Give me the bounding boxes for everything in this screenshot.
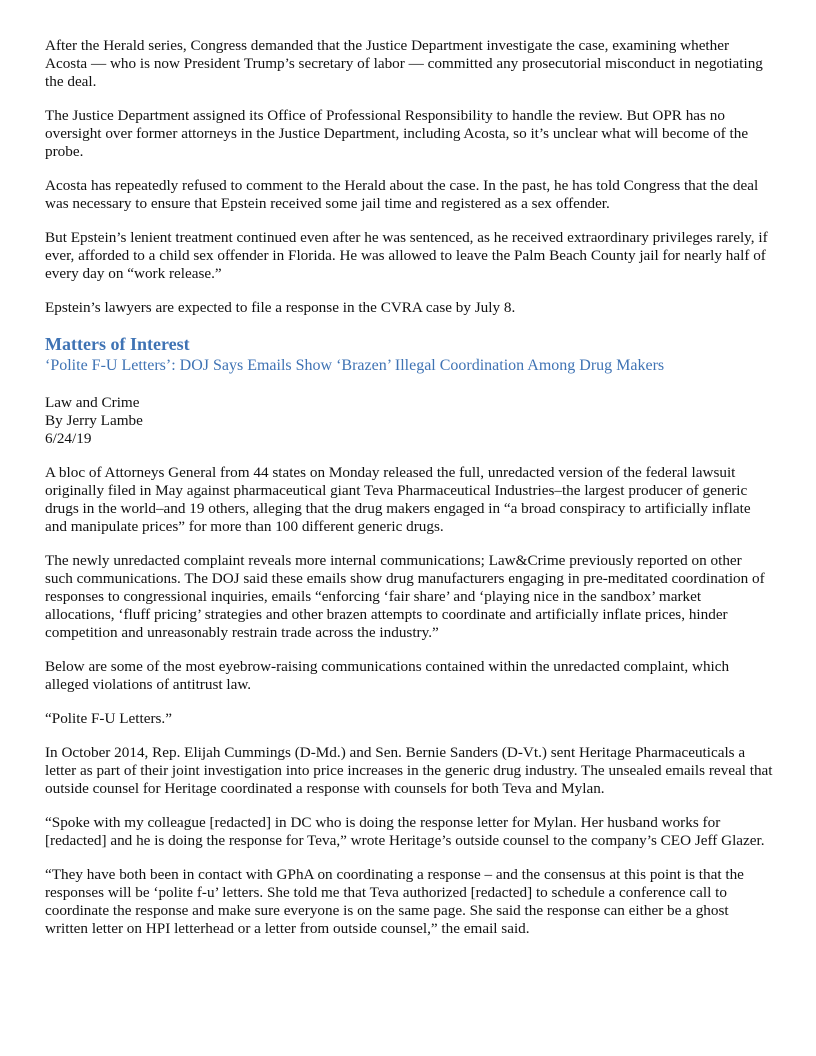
publish-date: 6/24/19: [45, 430, 92, 447]
paragraph-congressional-letter: In October 2014, Rep. Elijah Cummings (D-Md.) and Sen. Bernie Sanders (D-Vt.) sent Heritage Pharmaceuticals a letter as part of their joint investigation into price increases in the generic drug industry. The unsealed emails reveal that outside counsel for Heritage coordinated a response with counsels for both Teva and Mylan.: [45, 744, 773, 797]
paragraph-opr-review: The Justice Department assigned its Office of Professional Responsibility to handle the review. But OPR has no oversight over former attorneys in the Justice Department, including Acosta, so it’s unclear what will become of the probe.: [45, 107, 749, 160]
paragraph-acosta-comment: Acosta has repeatedly refused to comment to the Herald about the case. In the past, he has told Congress that the deal was necessary to ensure that Epstein received some jail time and registered as a sex offender.: [45, 177, 759, 212]
paragraph-attorneys-general: A bloc of Attorneys General from 44 states on Monday released the full, unredacted version of the federal lawsuit originally filed in May against pharmaceutical giant Teva Pharmaceutical Industries–the largest producer of generic drugs in the world–and 19 others, alleging that the drug makers engaged in “a broad conspiracy to artificially inflate and manipulate prices” for more than 100 different generic drugs.: [45, 464, 751, 535]
paragraph-unredacted-complaint: The newly unredacted complaint reveals more internal communications; Law&Crime previously reported on other such communications. The DOJ said these emails show drug manufacturers engaging in pre-meditated coordination of responses to congressional inquiries, emails “enforcing ‘fair share’ and ‘playing nice in the sandbox’ market allocations, ‘fluff pricing’ strategies and other brazen attempts to coordinate and artificially inflate prices, hinder competition and unreasonably restrain trade across the industry.”: [45, 552, 765, 641]
paragraph-communications-intro: Below are some of the most eyebrow-raising communications contained within the unredacted complaint, which alleged violations of antitrust law.: [45, 658, 730, 693]
section-heading: Matters of Interest: [45, 334, 190, 354]
paragraph-cvra-response: Epstein’s lawyers are expected to file a response in the CVRA case by July 8.: [45, 299, 516, 316]
byline: [45, 394, 773, 448]
paragraph-congress-demand: After the Herald series, Congress demanded that the Justice Department investigate the case, examining whether Acosta — who is now President Trump’s secretary of labor — committed any prosecutorial misconduct in negotiating the deal.: [45, 37, 763, 90]
paragraph-colleague-email: “Spoke with my colleague [redacted] in DC who is doing the response letter for Mylan. Her husband works for [redacted] and he is doing the response for Teva,” wrote Heritage’s outside counsel to the company’s CEO Jeff Glazer.: [45, 814, 765, 849]
source-name: Law and Crime: [45, 394, 140, 411]
paragraph-polite-letters-label: “Polite F-U Letters.”: [45, 710, 172, 727]
document-body: [45, 37, 773, 954]
paragraph-lenient-treatment: But Epstein’s lenient treatment continued even after he was sentenced, as he received extraordinary privileges rarely, if ever, afforded to a child sex offender in Florida. He was allowed to leave the Palm Beach County jail for nearly half of every day on “work release.”: [45, 229, 768, 282]
author-name: By Jerry Lambe: [45, 412, 143, 429]
article-title-link[interactable]: ‘Polite F-U Letters’: DOJ Says Emails Show ‘Brazen’ Illegal Coordination Among Drug Makers: [45, 357, 665, 374]
paragraph-gpha-email: “They have both been in contact with GPhA on coordinating a response – and the consensus at this point is that the responses will be ‘polite f-u’ letters. She told me that Teva authorized [redacted] to schedule a conference call to coordinate the response and make sure everyone is on the same page. She said the response can either be a ghost written letter on HPI letterhead or a letter from outside counsel,” the email said.: [45, 866, 744, 937]
